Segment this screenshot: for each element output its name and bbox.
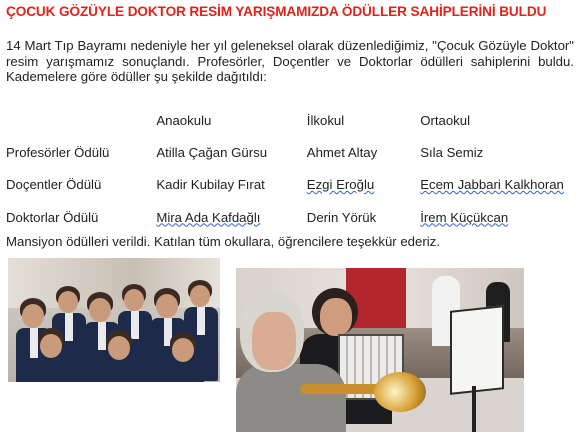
article-title: ÇOCUK GÖZÜYLE DOKTOR RESİM YARIŞMAMIZDA ÖDÜLLER SAHİPLERİNİ BULDU [6, 4, 547, 19]
winner-name: Kadir Kubilay Fırat [156, 177, 265, 193]
trumpet-player-body [236, 364, 346, 432]
trumpet-player-face [252, 312, 296, 370]
table-row [6, 201, 580, 233]
winner-name: Derin Yörük [306, 209, 377, 225]
award-name: Profesörler Ödülü [6, 144, 110, 160]
winner-name [420, 201, 580, 233]
accordion-player-face [320, 298, 352, 336]
winner-name [156, 201, 306, 233]
awards-table [6, 104, 580, 233]
table-row [6, 136, 580, 168]
award-name: Doktorlar Ödülü [6, 209, 99, 225]
intro-paragraph: 14 Mart Tıp Bayramı nedeniyle her yıl geleneksel olarak düzenlediğimiz, "Çocuk Gözüyle Doktor" resim yarışmamız sonuçlandı. Profesörler, Doçentler ve Doktorlar ödülleri sahiplerini buldu. Kademelere göre ödüller şu şekilde dağıtıldı: [6, 38, 574, 84]
musicians-photo [236, 268, 524, 432]
winner-name: Atilla Çağan Gürsu [156, 144, 268, 160]
header-ortaokul: Ortaokul [420, 112, 471, 128]
closing-paragraph: Mansiyon ödülleri verildi. Katılan tüm okullara, öğrencilere teşekkür ederiz. [6, 234, 440, 249]
winner-name-text: Ecem Jabbari Kalkhoran [420, 177, 564, 193]
winner-name-text: İrem Küçükcan [420, 209, 509, 225]
winner-name-text: Ezgi Eroğlu [306, 177, 375, 193]
header-empty [6, 104, 156, 136]
table-row [6, 169, 580, 201]
music-stand-leg [472, 386, 476, 432]
winner-name [307, 169, 420, 201]
award-name: Doçentler Ödülü [6, 177, 102, 193]
trumpet-bell [374, 372, 426, 412]
winner-name [420, 169, 580, 201]
header-anaokulu: Anaokulu [156, 112, 212, 128]
header-ilkokul: İlkokul [306, 112, 345, 128]
children-group-photo [8, 258, 220, 382]
winner-name-text: Mira Ada Kafdağlı [156, 209, 261, 225]
table-header-row [6, 104, 580, 136]
music-stand [450, 305, 504, 395]
trumpet [300, 384, 382, 394]
winner-name: Sıla Semiz [420, 144, 484, 160]
winner-name: Ahmet Altay [306, 144, 378, 160]
